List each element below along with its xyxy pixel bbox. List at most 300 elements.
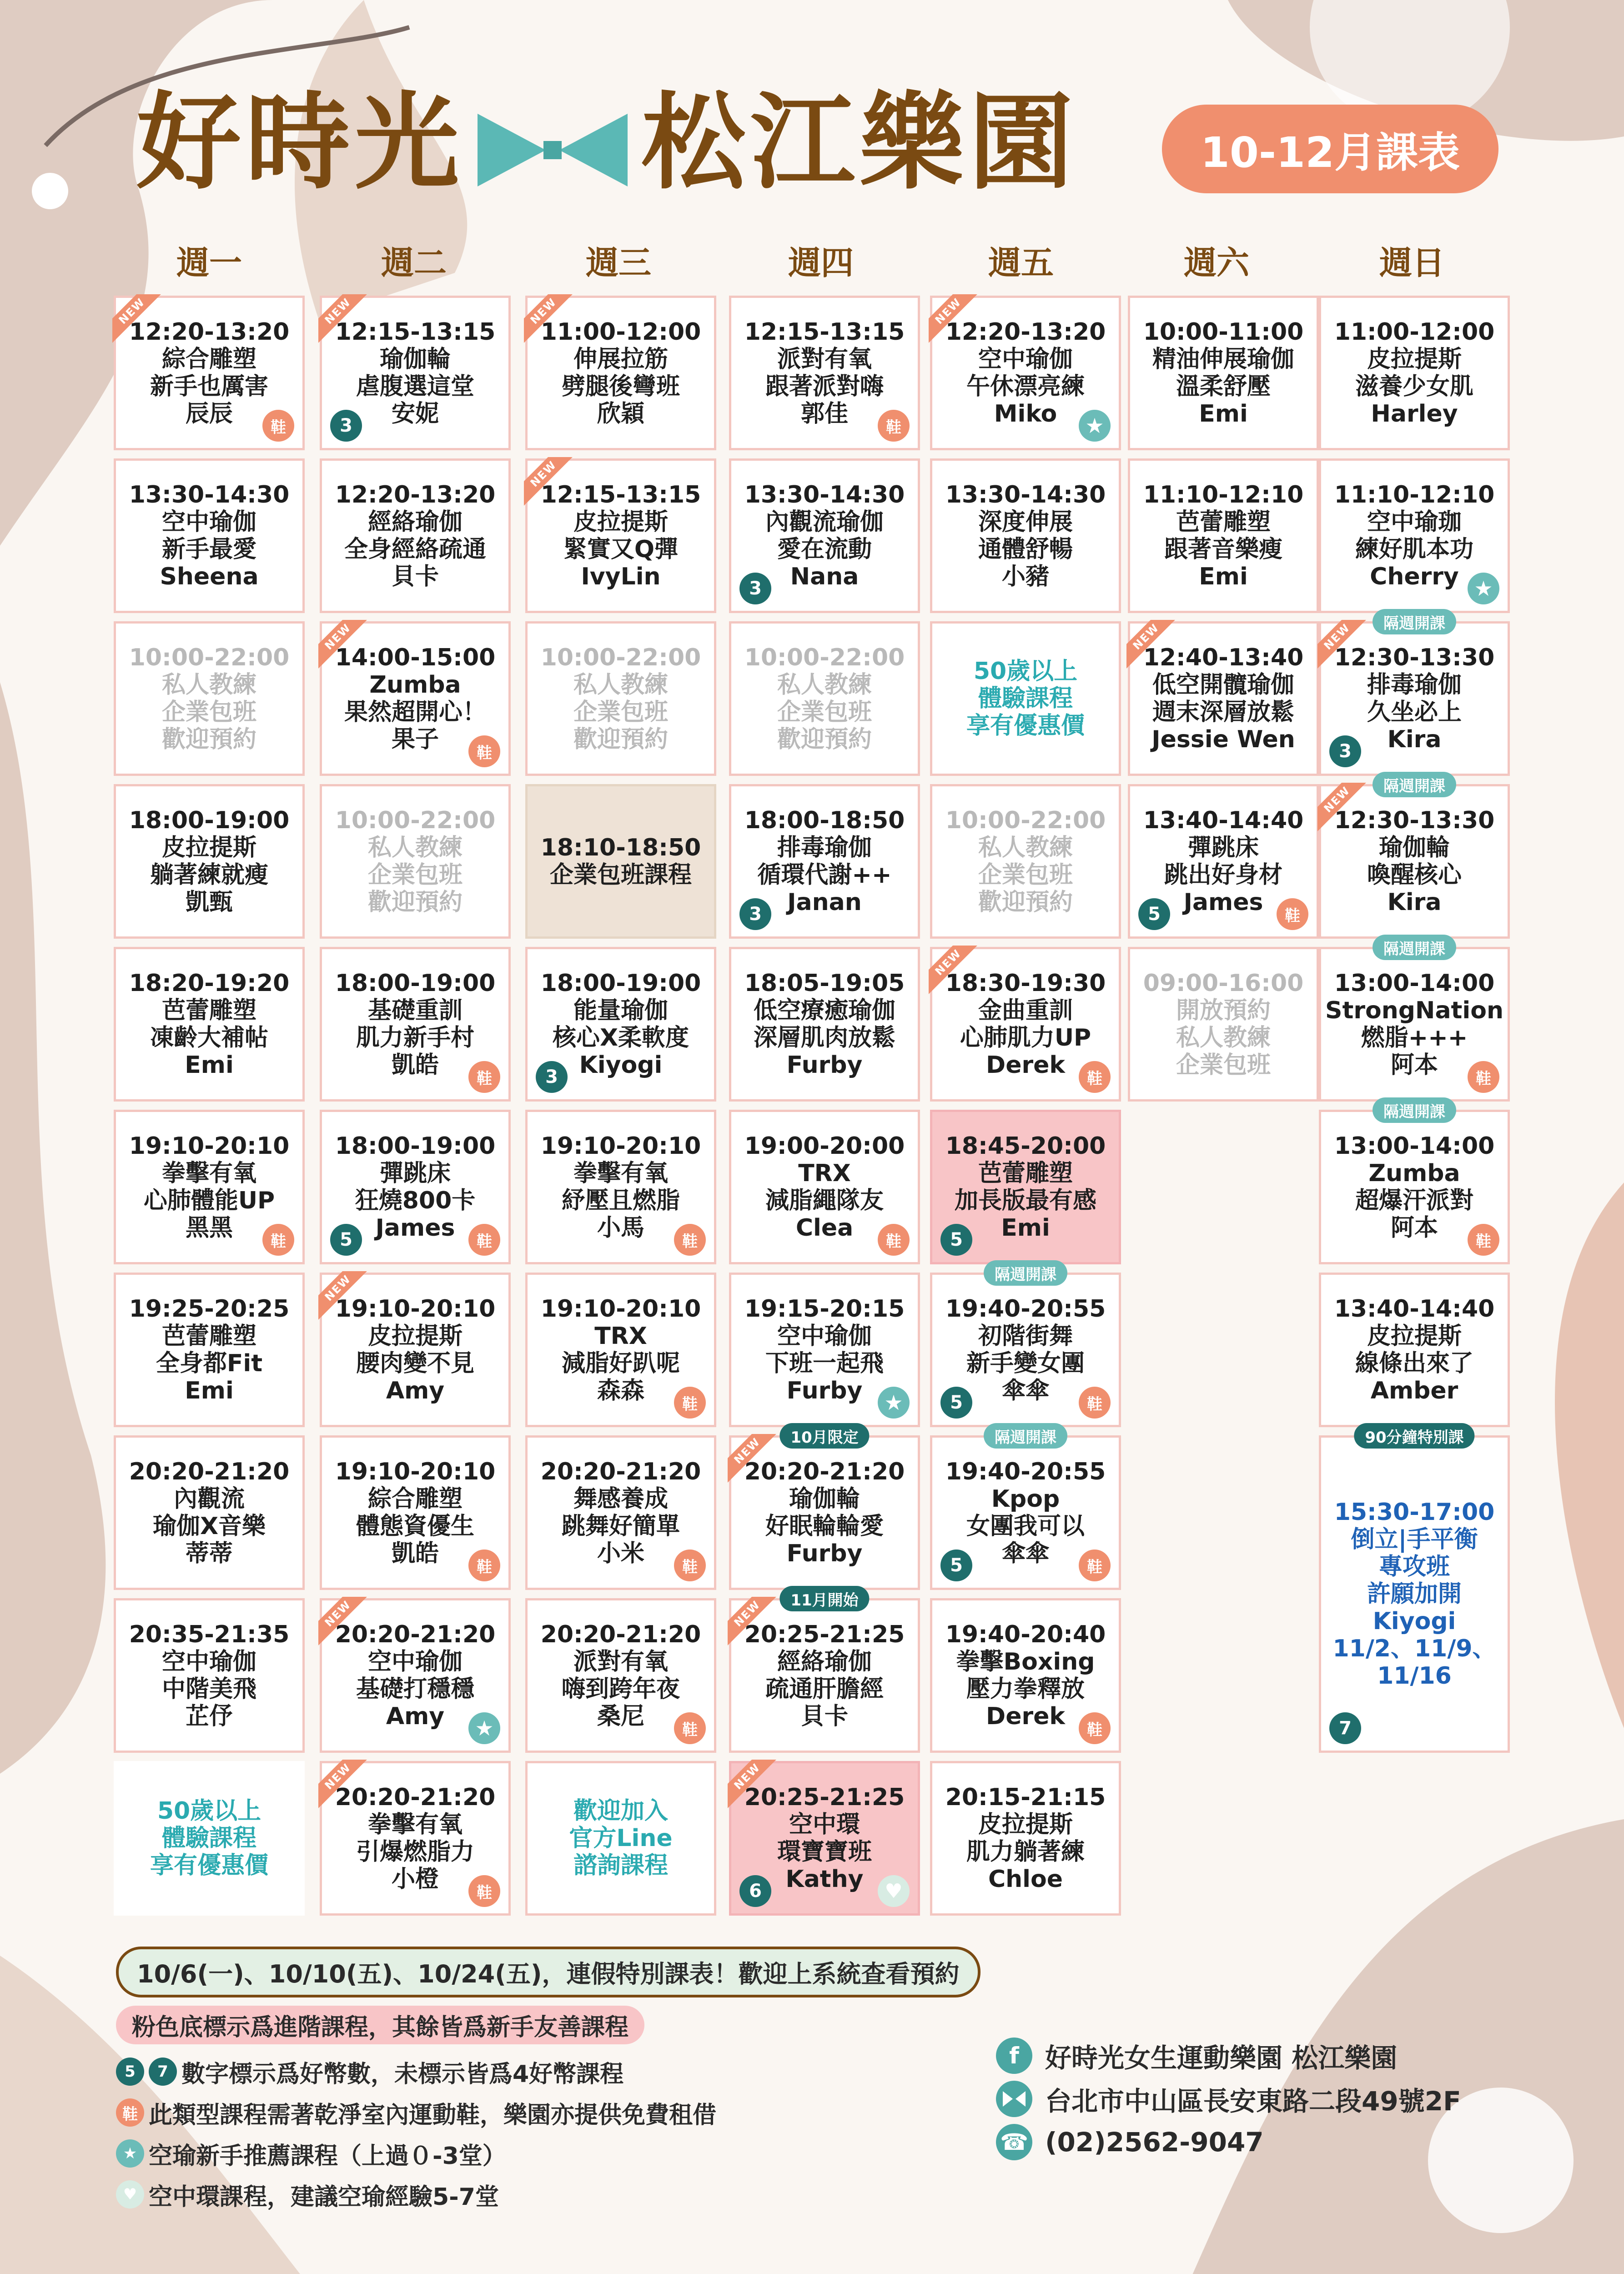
class-line: 引爆燃脂力 — [356, 1838, 474, 1866]
heart-icon: ♥ — [878, 1875, 910, 1907]
shoe-icon: 鞋 — [674, 1712, 706, 1744]
class-line: 享有優惠價 — [966, 712, 1085, 740]
holiday-notice: 10/6(一)、10/10(五)、10/24(五)，連假特別課表！歡迎上系統查看預約 — [116, 1947, 980, 1997]
shoe-icon: 鞋 — [468, 1061, 500, 1093]
class-card[interactable] — [930, 1598, 1121, 1753]
class-line: 企業包班 — [367, 861, 463, 889]
star-icon: ★ — [1079, 410, 1111, 442]
class-line: 跟著音樂瘦 — [1164, 536, 1282, 563]
class-card[interactable] — [729, 1110, 920, 1264]
shoe-icon: 鞋 — [1468, 1061, 1499, 1093]
shoe-icon: 鞋 — [1468, 1224, 1499, 1256]
class-line: 私人教練 — [367, 834, 463, 861]
class-line: 伸展拉筋 — [573, 346, 668, 373]
class-line: 歡迎預約 — [573, 726, 668, 753]
class-line: 傘傘 — [1001, 1377, 1049, 1404]
class-line: 芭蕾雕塑 — [1176, 508, 1271, 536]
new-ribbon-label: NEW — [524, 457, 577, 508]
class-time: 12:15-13:15 — [335, 318, 496, 346]
class-line: 中階美飛 — [161, 1675, 256, 1703]
class-line: 歡迎預約 — [777, 726, 872, 753]
class-card[interactable] — [320, 296, 511, 450]
class-time: 11:10-12:10 — [1334, 481, 1495, 508]
coin-count-icon: 3 — [739, 573, 771, 604]
class-time: 10:00-11:00 — [1143, 318, 1304, 346]
coin-7-icon: 7 — [149, 2058, 177, 2086]
class-line: 舞感養成 — [573, 1485, 668, 1513]
class-card[interactable] — [1319, 614, 1510, 776]
shoe-icon: 鞋 — [1079, 1387, 1111, 1419]
class-line: 劈腿後彎班 — [561, 373, 680, 400]
class-card[interactable] — [1128, 947, 1319, 1102]
class-line: Emi — [1199, 563, 1248, 590]
shoe-icon: 鞋 — [468, 735, 500, 767]
class-line: 心肺體能UP — [143, 1187, 275, 1214]
class-line: 深層肌肉放鬆 — [753, 1024, 895, 1051]
header — [0, 0, 1624, 218]
class-line: 下班一起飛 — [765, 1350, 884, 1377]
class-line: James — [375, 1214, 455, 1242]
legend-shoe — [116, 2094, 716, 2131]
class-time: 18:30-19:30 — [945, 970, 1106, 997]
class-line: 貝卡 — [800, 1703, 848, 1730]
title-right: 松江樂園 — [641, 82, 1078, 204]
class-card[interactable] — [525, 1110, 716, 1264]
class-card[interactable] — [525, 1761, 716, 1916]
class-card[interactable] — [320, 1761, 511, 1916]
class-card[interactable] — [930, 947, 1121, 1102]
coin-count-icon: 3 — [1329, 735, 1361, 767]
class-time: 20:20-21:20 — [335, 1784, 496, 1811]
class-card[interactable] — [1319, 940, 1510, 1102]
class-line: 皮拉提斯 — [573, 508, 668, 536]
class-line: 皮拉提斯 — [978, 1811, 1073, 1838]
class-card[interactable] — [114, 1435, 305, 1590]
class-line: 跟著派對嗨 — [765, 373, 884, 400]
class-card[interactable] — [930, 1110, 1121, 1264]
class-card[interactable] — [729, 784, 920, 939]
class-line: 狂燒800卡 — [355, 1187, 476, 1214]
coin-count-icon: 3 — [536, 1061, 568, 1093]
shoe-icon: 鞋 — [674, 1224, 706, 1256]
class-time: 13:40-14:40 — [1143, 807, 1304, 834]
class-line: 森森 — [597, 1377, 644, 1404]
class-time: 18:00-18:50 — [744, 807, 905, 834]
class-line: 企業包班 — [573, 699, 668, 726]
facebook-name: 好時光女生運動樂園 松江樂園 — [1045, 2043, 1398, 2073]
class-line: Furby — [786, 1051, 863, 1079]
class-time: 20:20-21:20 — [540, 1458, 701, 1485]
class-line: 空中瑜珈 — [1367, 508, 1462, 536]
class-line: 專攻班 — [1378, 1553, 1450, 1580]
class-line: 嗨到跨年夜 — [561, 1675, 680, 1703]
class-line: 空中瑜伽 — [161, 1648, 256, 1675]
class-line: 空中環 — [789, 1811, 860, 1838]
class-line: 躺著練就瘦 — [150, 861, 268, 889]
class-line: Amy — [386, 1703, 445, 1730]
class-time: 50歲以上 — [973, 658, 1078, 685]
class-line: 拳擊有氧 — [573, 1160, 668, 1187]
class-line: 瑜伽輪 — [789, 1485, 860, 1513]
class-card[interactable] — [525, 458, 716, 613]
class-line: 私人教練 — [1176, 1024, 1271, 1051]
class-card[interactable] — [320, 784, 511, 939]
class-card[interactable] — [320, 947, 511, 1102]
class-line: 體驗課程 — [978, 685, 1073, 712]
class-card[interactable] — [1128, 296, 1319, 450]
class-card[interactable] — [1128, 621, 1319, 776]
class-card[interactable] — [729, 621, 920, 776]
class-time: 10:00-22:00 — [744, 644, 905, 671]
class-card[interactable] — [114, 458, 305, 613]
class-card[interactable] — [525, 947, 716, 1102]
class-line: 溫柔舒壓 — [1176, 373, 1271, 400]
class-line: 肌力躺著練 — [966, 1838, 1085, 1866]
class-line: Kiyogi — [1373, 1608, 1456, 1635]
class-card[interactable] — [525, 621, 716, 776]
class-line: 內觀流 — [173, 1485, 245, 1513]
shoe-icon: 鞋 — [674, 1387, 706, 1419]
class-line: 安妮 — [391, 400, 439, 428]
class-line: Clea — [795, 1214, 854, 1242]
class-tag: 隔週開課 — [1373, 1097, 1456, 1123]
class-line: Furby — [786, 1540, 863, 1567]
class-line: Kathy — [785, 1866, 864, 1893]
class-card[interactable] — [320, 1435, 511, 1590]
class-line: 私人教練 — [573, 671, 668, 699]
class-line: Kpop — [991, 1485, 1060, 1513]
new-ribbon-label: NEW — [929, 946, 982, 996]
class-line: 空中瑜伽 — [161, 508, 256, 536]
class-card[interactable] — [930, 1265, 1121, 1427]
class-line: 跳舞好簡單 — [561, 1513, 680, 1540]
class-time: 13:40-14:40 — [1334, 1295, 1495, 1323]
class-time: 19:40-20:55 — [945, 1295, 1106, 1323]
class-card[interactable] — [930, 458, 1121, 613]
class-tag: 隔週開課 — [984, 1423, 1067, 1449]
bow-tie-icon — [996, 2081, 1032, 2117]
class-card[interactable] — [930, 296, 1121, 450]
class-line: 燃脂+++ — [1361, 1024, 1468, 1051]
class-line: 郭佳 — [800, 400, 848, 428]
class-line: 體態資優生 — [356, 1513, 474, 1540]
day-thu: 週四 — [788, 244, 854, 282]
class-line: 蒂蒂 — [185, 1540, 233, 1567]
class-card[interactable] — [114, 947, 305, 1102]
new-ribbon-label: NEW — [318, 1597, 372, 1647]
contact-facebook[interactable] — [996, 2035, 1397, 2076]
class-line: 凱甄 — [185, 889, 233, 916]
class-line: 許願加開 — [1367, 1580, 1462, 1608]
class-line: 黑黑 — [185, 1214, 233, 1242]
class-time: 20:20-21:20 — [129, 1458, 290, 1485]
class-line: 肌力新手村 — [356, 1024, 474, 1051]
class-line: Kira — [1387, 726, 1442, 753]
new-ribbon-label: NEW — [929, 294, 982, 345]
class-card[interactable] — [1128, 458, 1319, 613]
new-ribbon-label: NEW — [318, 620, 372, 670]
address-text: 台北市中山區長安東路二段49號2F — [1045, 2086, 1461, 2117]
day-fri: 週五 — [988, 244, 1054, 282]
class-line: 低空開髖瑜伽 — [1152, 671, 1294, 699]
class-time: 19:00-20:00 — [744, 1132, 905, 1160]
class-line: 派對有氧 — [573, 1648, 668, 1675]
class-line: 疏通肝膽經 — [765, 1675, 884, 1703]
class-time: 15:30-17:00 — [1334, 1499, 1495, 1526]
class-time: 13:00-14:00 — [1334, 1132, 1495, 1160]
class-card[interactable] — [729, 947, 920, 1102]
class-line: Cherry — [1370, 563, 1459, 590]
class-card[interactable] — [1128, 784, 1319, 939]
class-card[interactable] — [729, 1428, 920, 1590]
class-line: 辰辰 — [185, 400, 233, 428]
coin-count-icon: 3 — [330, 410, 362, 442]
class-line: 週末深層放鬆 — [1152, 699, 1294, 726]
class-card[interactable] — [525, 1435, 716, 1590]
class-card[interactable] — [1319, 777, 1510, 939]
class-line: 皮拉提斯 — [161, 834, 256, 861]
class-line: Emi — [185, 1051, 234, 1079]
class-card[interactable] — [1319, 1102, 1510, 1264]
class-card[interactable] — [525, 784, 716, 939]
facebook-icon: f — [996, 2038, 1032, 2074]
phone-icon: ☎ — [996, 2124, 1032, 2160]
class-line: 基礎打穩穩 — [356, 1675, 474, 1703]
class-line: Derek — [986, 1703, 1065, 1730]
class-time: 12:40-13:40 — [1143, 644, 1304, 671]
class-card[interactable] — [729, 458, 920, 613]
special-class-card[interactable] — [1319, 1428, 1510, 1753]
star-icon: ★ — [878, 1387, 910, 1419]
class-card[interactable] — [930, 1761, 1121, 1916]
class-line: Derek — [986, 1051, 1065, 1079]
shoe-icon: 鞋 — [116, 2098, 144, 2127]
class-line: 新手也厲害 — [150, 373, 268, 400]
class-card[interactable] — [320, 458, 511, 613]
class-time: 20:15-21:15 — [945, 1784, 1106, 1811]
class-line: 皮拉提斯 — [1367, 1323, 1462, 1350]
class-line: StrongNation — [1325, 997, 1503, 1024]
star-icon: ★ — [116, 2139, 144, 2168]
class-line: 私人教練 — [161, 671, 256, 699]
class-tag: 隔週開課 — [1373, 772, 1456, 797]
class-card[interactable] — [114, 784, 305, 939]
class-line: 彈跳床 — [1187, 834, 1259, 861]
class-card[interactable] — [729, 296, 920, 450]
class-time: 19:10-20:10 — [129, 1132, 290, 1160]
class-line: 喚醒核心 — [1367, 861, 1462, 889]
class-line: 傘傘 — [1001, 1540, 1049, 1567]
class-tag: 隔週開課 — [1373, 935, 1456, 960]
class-time: 11:00-12:00 — [540, 318, 701, 346]
class-card[interactable] — [729, 1273, 920, 1427]
class-line: 基礎重訓 — [367, 997, 463, 1024]
class-line: 能量瑜伽 — [573, 997, 668, 1024]
shoe-icon: 鞋 — [1277, 898, 1308, 930]
class-time: 19:10-20:10 — [540, 1295, 701, 1323]
class-time: 20:25-21:25 — [744, 1784, 905, 1811]
class-time: 18:10-18:50 — [540, 834, 701, 861]
new-ribbon-label: NEW — [1317, 620, 1371, 670]
class-card[interactable] — [729, 1761, 920, 1916]
class-time: 20:20-21:20 — [335, 1621, 496, 1648]
star-icon: ★ — [1468, 573, 1499, 604]
new-ribbon-label: NEW — [524, 294, 577, 345]
class-line: 虐腹選這堂 — [356, 373, 474, 400]
class-line: 加長版最有感 — [954, 1187, 1096, 1214]
class-line: 凱皓 — [391, 1540, 439, 1567]
shoe-icon: 鞋 — [468, 1875, 500, 1907]
class-line: Kira — [1387, 889, 1442, 916]
new-ribbon-label: NEW — [1126, 620, 1180, 670]
class-time: 12:30-13:30 — [1334, 644, 1495, 671]
shoe-icon: 鞋 — [262, 410, 294, 442]
class-line: 凍齡大補帖 — [150, 1024, 268, 1051]
class-time: 18:00-19:00 — [540, 970, 701, 997]
new-ribbon-label: NEW — [318, 1271, 372, 1322]
class-card[interactable] — [1319, 458, 1510, 613]
class-line: 派對有氧 — [777, 346, 872, 373]
class-line: 練好肌本功 — [1355, 536, 1473, 563]
class-time: 11:00-12:00 — [1334, 318, 1495, 346]
class-card[interactable] — [1319, 296, 1510, 450]
day-wed: 週三 — [585, 244, 651, 282]
class-card[interactable] — [1319, 1273, 1510, 1427]
class-line: 久坐必上 — [1367, 699, 1462, 726]
new-ribbon-label: NEW — [728, 1434, 781, 1484]
shoe-icon: 鞋 — [1079, 1061, 1111, 1093]
legend-star-text: 空瑜新手推薦課程（上過０-3堂） — [149, 2142, 506, 2170]
legend-heart-text: 空中環課程，建議空瑜經驗5-7堂 — [149, 2183, 499, 2211]
class-card[interactable] — [930, 784, 1121, 939]
class-line: 瑜伽X音樂 — [152, 1513, 266, 1540]
class-card[interactable] — [114, 296, 305, 450]
day-sat: 週六 — [1183, 244, 1249, 282]
class-line: 減脂繩隊友 — [765, 1187, 884, 1214]
class-line: 空中瑜伽 — [367, 1648, 463, 1675]
class-line: 愛在流動 — [777, 536, 872, 563]
class-time: 19:10-20:10 — [540, 1132, 701, 1160]
advanced-course-note: 粉色底標示爲進階課程，其餘皆爲新手友善課程 — [116, 2006, 644, 2044]
class-line: 午休漂亮練 — [966, 373, 1085, 400]
shoe-icon: 鞋 — [262, 1224, 294, 1256]
coin-count-icon: 5 — [940, 1550, 972, 1581]
coin-count-icon: 5 — [940, 1387, 972, 1419]
new-ribbon-label: NEW — [728, 1760, 781, 1810]
new-ribbon-label: NEW — [112, 294, 166, 345]
heart-icon: ♥ — [116, 2180, 144, 2209]
class-line: 女團我可以 — [966, 1513, 1085, 1540]
class-line: 排毒瑜伽 — [1367, 671, 1462, 699]
class-time: 12:30-13:30 — [1334, 807, 1495, 834]
class-time: 19:40-20:40 — [945, 1621, 1106, 1648]
legend-heart — [116, 2176, 499, 2213]
class-line: 芭蕾雕塑 — [161, 1323, 256, 1350]
class-time: 18:00-19:00 — [129, 807, 290, 834]
class-card[interactable] — [320, 621, 511, 776]
class-card[interactable] — [320, 1598, 511, 1753]
class-time: 10:00-22:00 — [335, 807, 496, 834]
class-line: 歡迎預約 — [978, 889, 1073, 916]
class-line: 企業包班 — [978, 861, 1073, 889]
contact-phone[interactable] — [996, 2122, 1264, 2163]
class-line: Amy — [386, 1377, 445, 1404]
class-card[interactable] — [114, 621, 305, 776]
class-card[interactable] — [320, 1110, 511, 1264]
class-card[interactable] — [729, 1591, 920, 1753]
class-card[interactable] — [114, 1761, 305, 1916]
class-line: IvyLin — [581, 563, 661, 590]
coin-5-icon: 5 — [116, 2058, 144, 2086]
class-line: Emi — [1001, 1214, 1050, 1242]
class-line: 空中瑜伽 — [978, 346, 1073, 373]
class-card[interactable] — [114, 1110, 305, 1264]
class-line: 排毒瑜伽 — [777, 834, 872, 861]
class-line: 享有優惠價 — [150, 1852, 268, 1879]
shoe-icon: 鞋 — [1079, 1712, 1111, 1744]
class-line: 小馬 — [597, 1214, 644, 1242]
class-card[interactable] — [930, 1428, 1121, 1590]
class-time: 18:00-19:00 — [335, 1132, 496, 1160]
new-ribbon-label: NEW — [318, 1760, 372, 1810]
class-card[interactable] — [320, 1273, 511, 1427]
class-time: 19:10-20:10 — [335, 1295, 496, 1323]
class-line: 循環代謝++ — [757, 861, 892, 889]
class-line: 環寶寶班 — [777, 1838, 872, 1866]
shoe-icon: 鞋 — [674, 1550, 706, 1581]
class-card[interactable] — [114, 1273, 305, 1427]
class-line: 瑜伽輪 — [1378, 834, 1450, 861]
class-card[interactable] — [525, 296, 716, 450]
coin-count-icon: 7 — [1329, 1712, 1361, 1744]
class-time: 20:20-21:20 — [744, 1458, 905, 1485]
class-card[interactable] — [114, 1598, 305, 1753]
class-line: 企業包班 — [161, 699, 256, 726]
class-line: Miko — [994, 400, 1057, 428]
class-tag: 10月限定 — [779, 1423, 869, 1449]
class-line: 綜合雕塑 — [367, 1485, 463, 1513]
coin-count-icon: 5 — [330, 1224, 362, 1256]
class-line: 小米 — [597, 1540, 644, 1567]
class-line: Amber — [1370, 1377, 1458, 1404]
class-line: 官方Line — [569, 1825, 673, 1852]
class-line: 歡迎預約 — [161, 726, 256, 753]
class-line: 跳出好身材 — [1164, 861, 1282, 889]
class-time: 13:30-14:30 — [945, 481, 1106, 508]
class-card[interactable] — [930, 621, 1121, 776]
class-time: 18:05-19:05 — [744, 970, 905, 997]
class-line: James — [1183, 889, 1263, 916]
class-time: 歡迎加入 — [573, 1797, 668, 1825]
shoe-icon: 鞋 — [878, 410, 910, 442]
class-card[interactable] — [525, 1273, 716, 1427]
class-line: 私人教練 — [978, 834, 1073, 861]
class-card[interactable] — [525, 1598, 716, 1753]
title-left: 好時光 — [136, 82, 464, 204]
class-line: 壓力拳釋放 — [966, 1675, 1085, 1703]
class-time: 12:20-13:20 — [129, 318, 290, 346]
legend-coins-text: 數字標示爲好幣數，未標示皆爲4好幣課程 — [181, 2060, 624, 2088]
class-line: 低空療癒瑜伽 — [753, 997, 895, 1024]
class-line: 芷伃 — [185, 1703, 233, 1730]
class-time: 10:00-22:00 — [540, 644, 701, 671]
class-line: 腰肉變不見 — [356, 1350, 474, 1377]
class-time: 18:45-20:00 — [945, 1132, 1106, 1160]
class-line: 初階街舞 — [978, 1323, 1073, 1350]
class-time: 13:30-14:30 — [129, 481, 290, 508]
day-tue: 週二 — [381, 244, 447, 282]
class-time: 12:15-13:15 — [744, 318, 905, 346]
